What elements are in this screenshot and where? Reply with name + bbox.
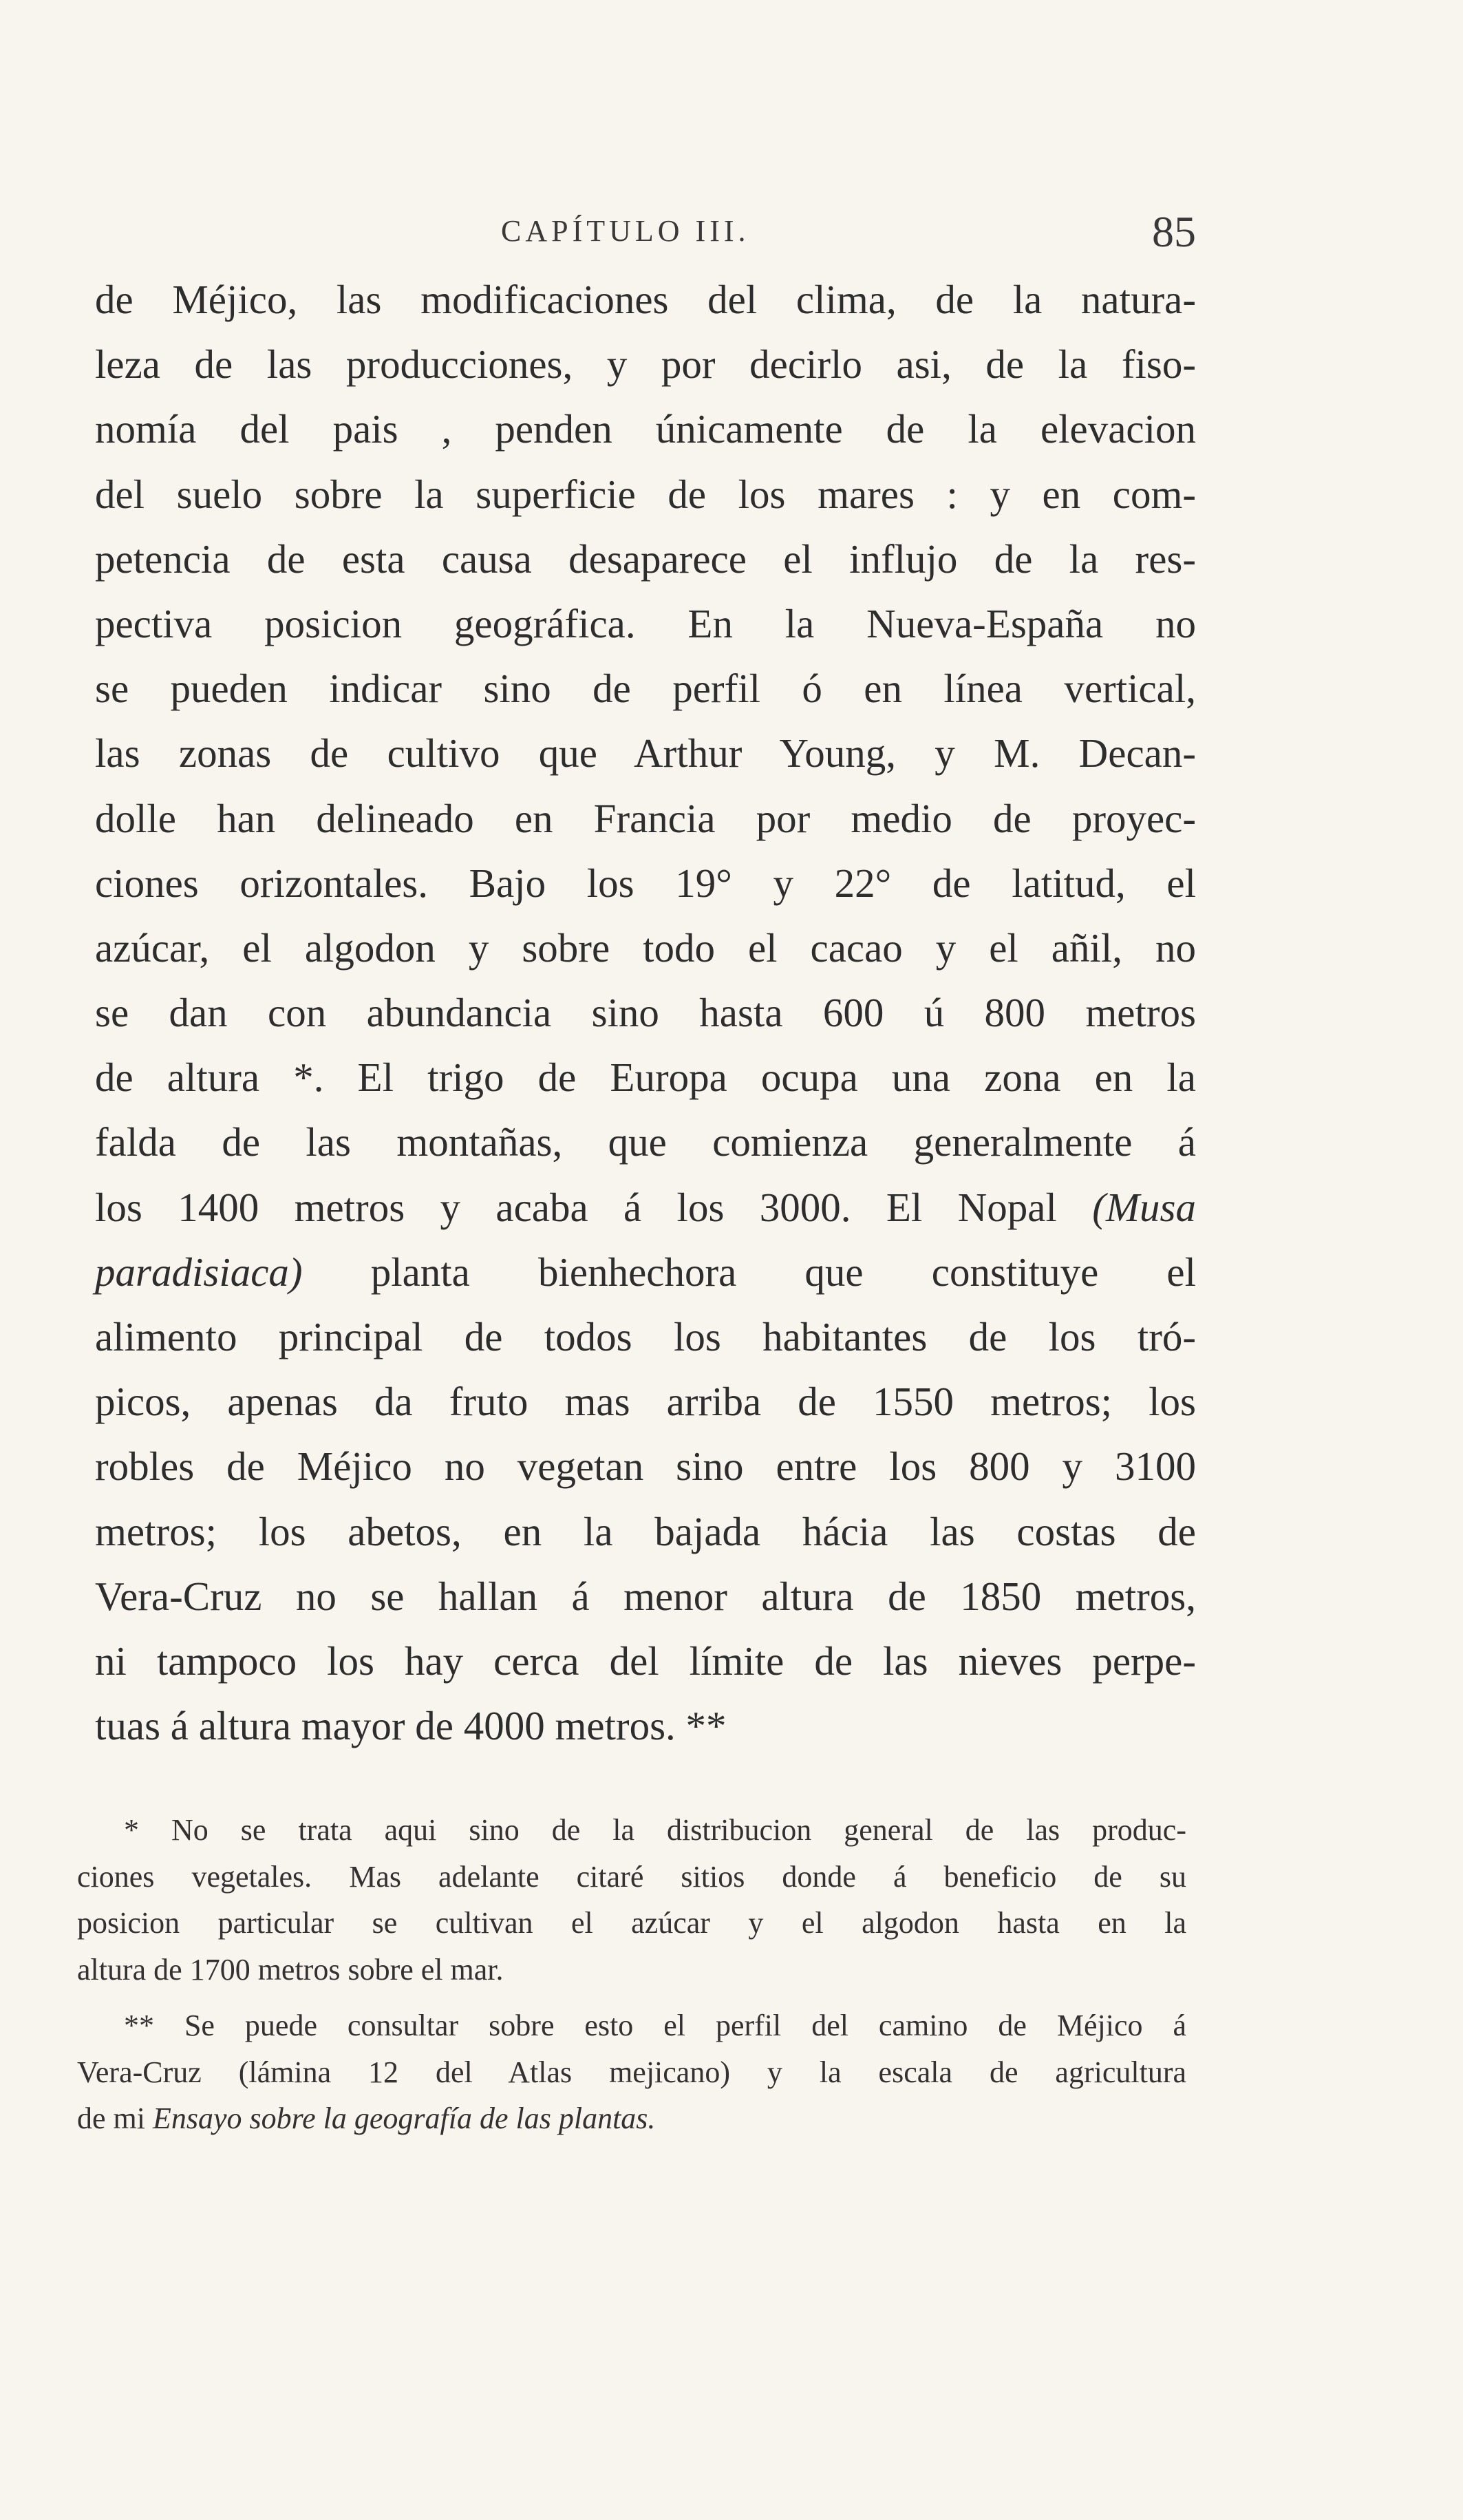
body-line: leza de las producciones, y por decirlo asi, de la fiso- (95, 341, 1196, 388)
book-title-italic: Ensayo sobre la geografía de las plantas. (152, 2101, 656, 2135)
body-line: se pueden indicar sino de perfil ó en línea vertical, (95, 666, 1196, 712)
body-line: petencia de esta causa desaparece el influjo de la res- (95, 536, 1196, 582)
footnote-line: altura de 1700 metros sobre el mar. (77, 1952, 504, 1987)
body-line: del suelo sobre la superficie de los mares : y en com- (95, 471, 1196, 517)
footnote-line-with-italic (77, 2095, 1186, 2142)
footnote-line: ** Se puede consultar sobre esto el perfil del camino de Méjico á (124, 2009, 1186, 2042)
body-line: ciones orizontales. Bajo los 19° y 22° de latitud, el (95, 860, 1196, 906)
body-line: tuas á altura mayor de 4000 metros. ** (95, 1703, 727, 1749)
body-line: picos, apenas da fruto mas arriba de 1550 metros; los (95, 1379, 1196, 1425)
body-line: metros; los abetos, en la bajada hácia las costas de (95, 1508, 1196, 1554)
footnotes (77, 1807, 1186, 2142)
body-text (95, 267, 1196, 1758)
footnote-line: posicion particular se cultivan el azúcar y el algodon hasta en la (77, 1906, 1186, 1940)
chapter-title: CAPÍTULO III. (501, 214, 750, 248)
footnote-line: Vera-Cruz (lámina 12 del Atlas mejicano) y la escala de agricultura (77, 2055, 1186, 2089)
footnote-line: ciones vegetales. Mas adelante citaré sitios donde á beneficio de su (77, 1859, 1186, 1894)
footnote-text-run: de mi (77, 2101, 153, 2135)
body-line: nomía del pais , penden únicamente de la elevacion (95, 406, 1196, 452)
body-line: robles de Méjico no vegetan sino entre los 800 y 3100 (95, 1443, 1196, 1490)
body-text-run: los 1400 metros y acaba á los 3000. El Nopal (95, 1184, 1093, 1230)
body-text-run: planta bienhechora que constituye el (302, 1249, 1196, 1295)
body-line: alimento principal de todos los habitantes de los tró- (95, 1314, 1196, 1359)
species-name-italic: (Musa (1092, 1184, 1196, 1230)
body-line: Vera-Cruz no se hallan á menor altura de 1850 metros, (95, 1573, 1196, 1619)
species-name-italic: paradisiaca) (95, 1249, 303, 1295)
body-line-with-italic (95, 1240, 1196, 1304)
body-line-with-italic (95, 1175, 1196, 1240)
body-line: pectiva posicion geográfica. En la Nueva-España no (95, 600, 1196, 646)
footnote-line: * No se trata aqui sino de la distribucion general de las produc- (124, 1813, 1186, 1847)
body-line: dolle han delineado en Francia por medio de proyec- (95, 795, 1196, 841)
body-line: de altura *. El trigo de Europa ocupa una zona en la (95, 1055, 1196, 1101)
body-line: las zonas de cultivo que Arthur Young, y M. Decan- (95, 730, 1196, 776)
body-line: de Méjico, las modificaciones del clima, de la natura- (95, 277, 1196, 322)
page-number: 85 (1152, 207, 1196, 256)
body-line: azúcar, el algodon y sobre todo el cacao y el añil, no (95, 924, 1196, 971)
running-head (95, 207, 1196, 262)
body-line: ni tampoco los hay cerca del límite de las nieves perpe- (95, 1638, 1196, 1684)
body-line: falda de las montañas, que comienza generalmente á (95, 1119, 1196, 1165)
body-line: se dan con abundancia sino hasta 600 ú 800 metros (95, 990, 1196, 1036)
footnote-separator (77, 1993, 1186, 2002)
